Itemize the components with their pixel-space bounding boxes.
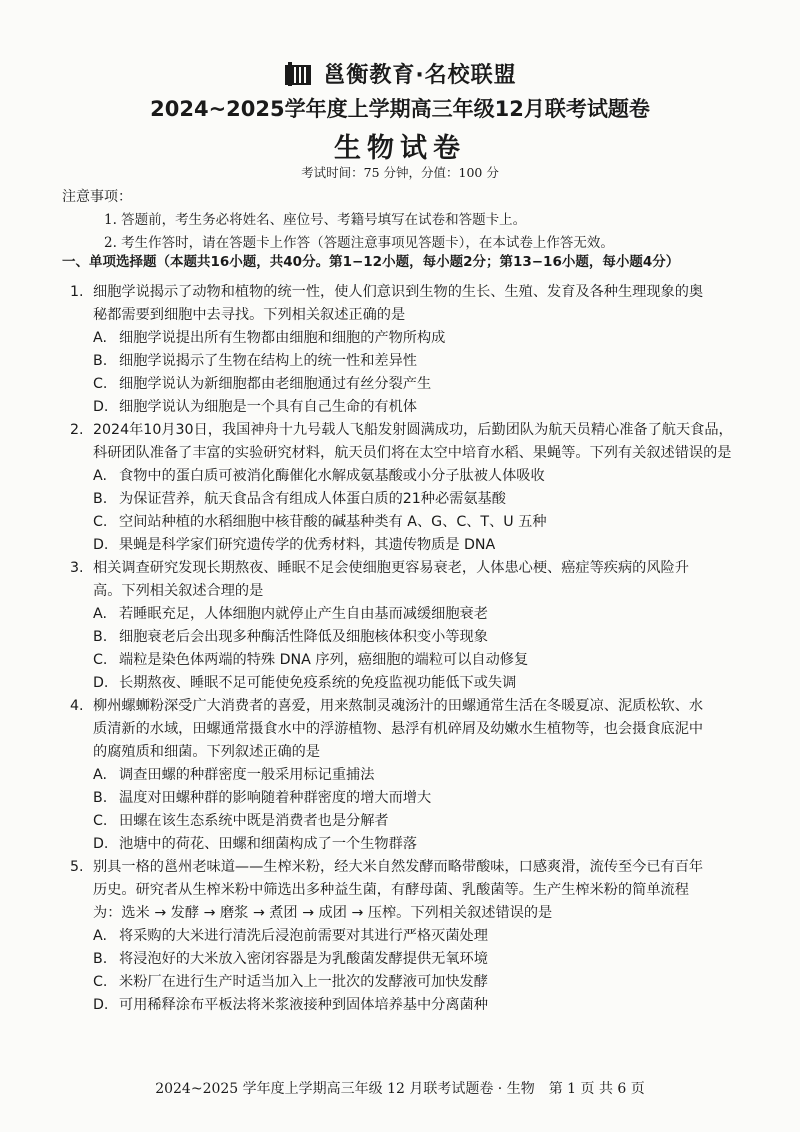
question-1-stem-line: 秘都需要到细胞中去寻找。下列相关叙述正确的是 xyxy=(93,307,406,323)
question-2-option-c: C. 空间站种植的水稻细胞中核苷酸的碱基种类有 A、G、C、T、U 五种 xyxy=(93,514,547,530)
question-5-option-b: B. 将浸泡好的大米放入密闭容器是为乳酸菌发酵提供无氧环境 xyxy=(93,951,488,967)
question-3-option-c: C. 端粒是染色体两端的特殊 DNA 序列，癌细胞的端粒可以自动修复 xyxy=(93,652,529,668)
question-2-option-d: D. 果蝇是科学家们研究遗传学的优秀材料，其遗传物质是 DNA xyxy=(93,537,496,553)
question-4-option-c: C. 田螺在该生态系统中既是消费者也是分解者 xyxy=(93,813,389,829)
question-5-option-a: A. 将采购的大米进行清洗后浸泡前需要对其进行严格灭菌处理 xyxy=(93,928,488,944)
question-number: 5. xyxy=(70,859,84,875)
question-number: 2. xyxy=(70,422,84,438)
question-3-option-a: A. 若睡眠充足，人体细胞内就停止产生自由基而减缓细胞衰老 xyxy=(93,606,488,622)
question-4-stem-line: 4. 柳州螺蛳粉深受广大消费者的喜爱，用来熬制灵魂汤汁的田螺通常生活在冬暖夏凉、泥质松软、水 xyxy=(70,698,704,714)
question-3-option-d: D. 长期熬夜、睡眠不足可能使免疫系统的免疫监视功能低下或失调 xyxy=(93,675,517,691)
question-2-option-a: A. 食物中的蛋白质可被消化酶催化水解成氨基酸或小分子肽被人体吸收 xyxy=(93,468,545,484)
question-4-option-b: B. 温度对田螺种群的影响随着种群密度的增大而增大 xyxy=(93,790,432,806)
question-5-option-c: C. 米粉厂在进行生产时适当加入上一批次的发酵液可加快发酵 xyxy=(93,974,488,990)
org-title: 邕衡教育·名校联盟 xyxy=(323,63,517,88)
question-number: 3. xyxy=(70,560,84,576)
notes-heading: 注意事项： xyxy=(62,189,132,205)
question-5-stem-line: 历史。研究者从生榨米粉中筛选出多种益生菌，有酵母菌、乳酸菌等。生产生榨米粉的简单流程 xyxy=(93,882,689,898)
question-3-stem-line: 高。下列相关叙述合理的是 xyxy=(93,583,264,599)
question-number: 1. xyxy=(70,284,84,300)
subject-title: 生物试卷 xyxy=(334,133,466,164)
page-footer: 2024~2025 学年度上学期高三年级 12 月联考试题卷 · 生物 第 1 页 共 6 页 xyxy=(155,1081,645,1097)
question-4-option-d: D. 池塘中的荷花、田螺和细菌构成了一个生物群落 xyxy=(93,836,417,852)
question-3-stem-line: 3. 相关调查研究发现长期熬夜、睡眠不足会使细胞更容易衰老，人体患心梗、癌症等疾病的风险升 xyxy=(70,560,689,576)
exam-info: 考试时间：75 分钟，分值：100 分 xyxy=(301,165,499,180)
question-2-option-b: B. 为保证营养，航天食品含有组成人体蛋白质的21种必需氨基酸 xyxy=(93,491,506,507)
question-2-stem-line: 科研团队准备了丰富的实验研究材料，航天员们将在太空中培育水稻、果蝇等。下列有关叙述错误的是 xyxy=(93,445,732,461)
exam-title: 2024~2025学年度上学期高三年级12月联考试题卷 xyxy=(150,97,650,121)
question-1-option-c: C. 细胞学说认为新细胞都由老细胞通过有丝分裂产生 xyxy=(93,376,432,392)
section-heading: 一、单项选择题（本题共16小题，共40分。第1−12小题，每小题2分；第13−16小题，每小题4分） xyxy=(62,254,680,270)
question-1-option-b: B. 细胞学说揭示了生物在结构上的统一性和差异性 xyxy=(93,353,417,369)
question-3-option-b: B. 细胞衰老后会出现多种酶活性降低及细胞核体积变小等现象 xyxy=(93,629,488,645)
question-number: 4. xyxy=(70,698,84,714)
question-1-option-d: D. 细胞学说认为细胞是一个具有自己生命的有机体 xyxy=(93,399,417,415)
question-5-stem-line: 5. 别具一格的邕州老味道——生榨米粉，经大米自然发酵而略带酸味，口感爽滑，流传至今已有百年 xyxy=(70,859,704,875)
question-2-stem-line: 2. 2024年10月30日，我国神舟十九号载人飞船发射圆满成功，后勤团队为航天员精心准备了航天食品， xyxy=(70,422,733,438)
header-org-row xyxy=(0,58,800,89)
question-1-option-a: A. 细胞学说提出所有生物都由细胞和细胞的产物所构成 xyxy=(93,330,446,346)
book-logo-icon xyxy=(283,59,313,89)
question-5-stem-line: 为：选米 → 发酵 → 磨浆 → 煮团 → 成团 → 压榨。下列相关叙述错误的是 xyxy=(93,905,553,921)
question-4-stem-line: 质清新的水域，田螺通常摄食水中的浮游植物、悬浮有机碎屑及幼嫩水生植物等，也会摄食底泥中 xyxy=(93,721,704,737)
question-4-stem-line: 的腐殖质和细菌。下列叙述正确的是 xyxy=(93,744,321,760)
note-item: 2. 考生作答时，请在答题卡上作答（答题注意事项见答题卡），在本试卷上作答无效。 xyxy=(104,235,614,251)
question-5-option-d: D. 可用稀释涂布平板法将米浆液接种到固体培养基中分离菌种 xyxy=(93,997,488,1013)
question-4-option-a: A. 调查田螺的种群密度一般采用标记重捕法 xyxy=(93,767,375,783)
question-1-stem-line: 1. 细胞学说揭示了动物和植物的统一性，使人们意识到生物的生长、生殖、发育及各种生理现象的奥 xyxy=(70,284,704,300)
note-item: 1. 答题前，考生务必将姓名、座位号、考籍号填写在试卷和答题卡上。 xyxy=(104,212,527,228)
